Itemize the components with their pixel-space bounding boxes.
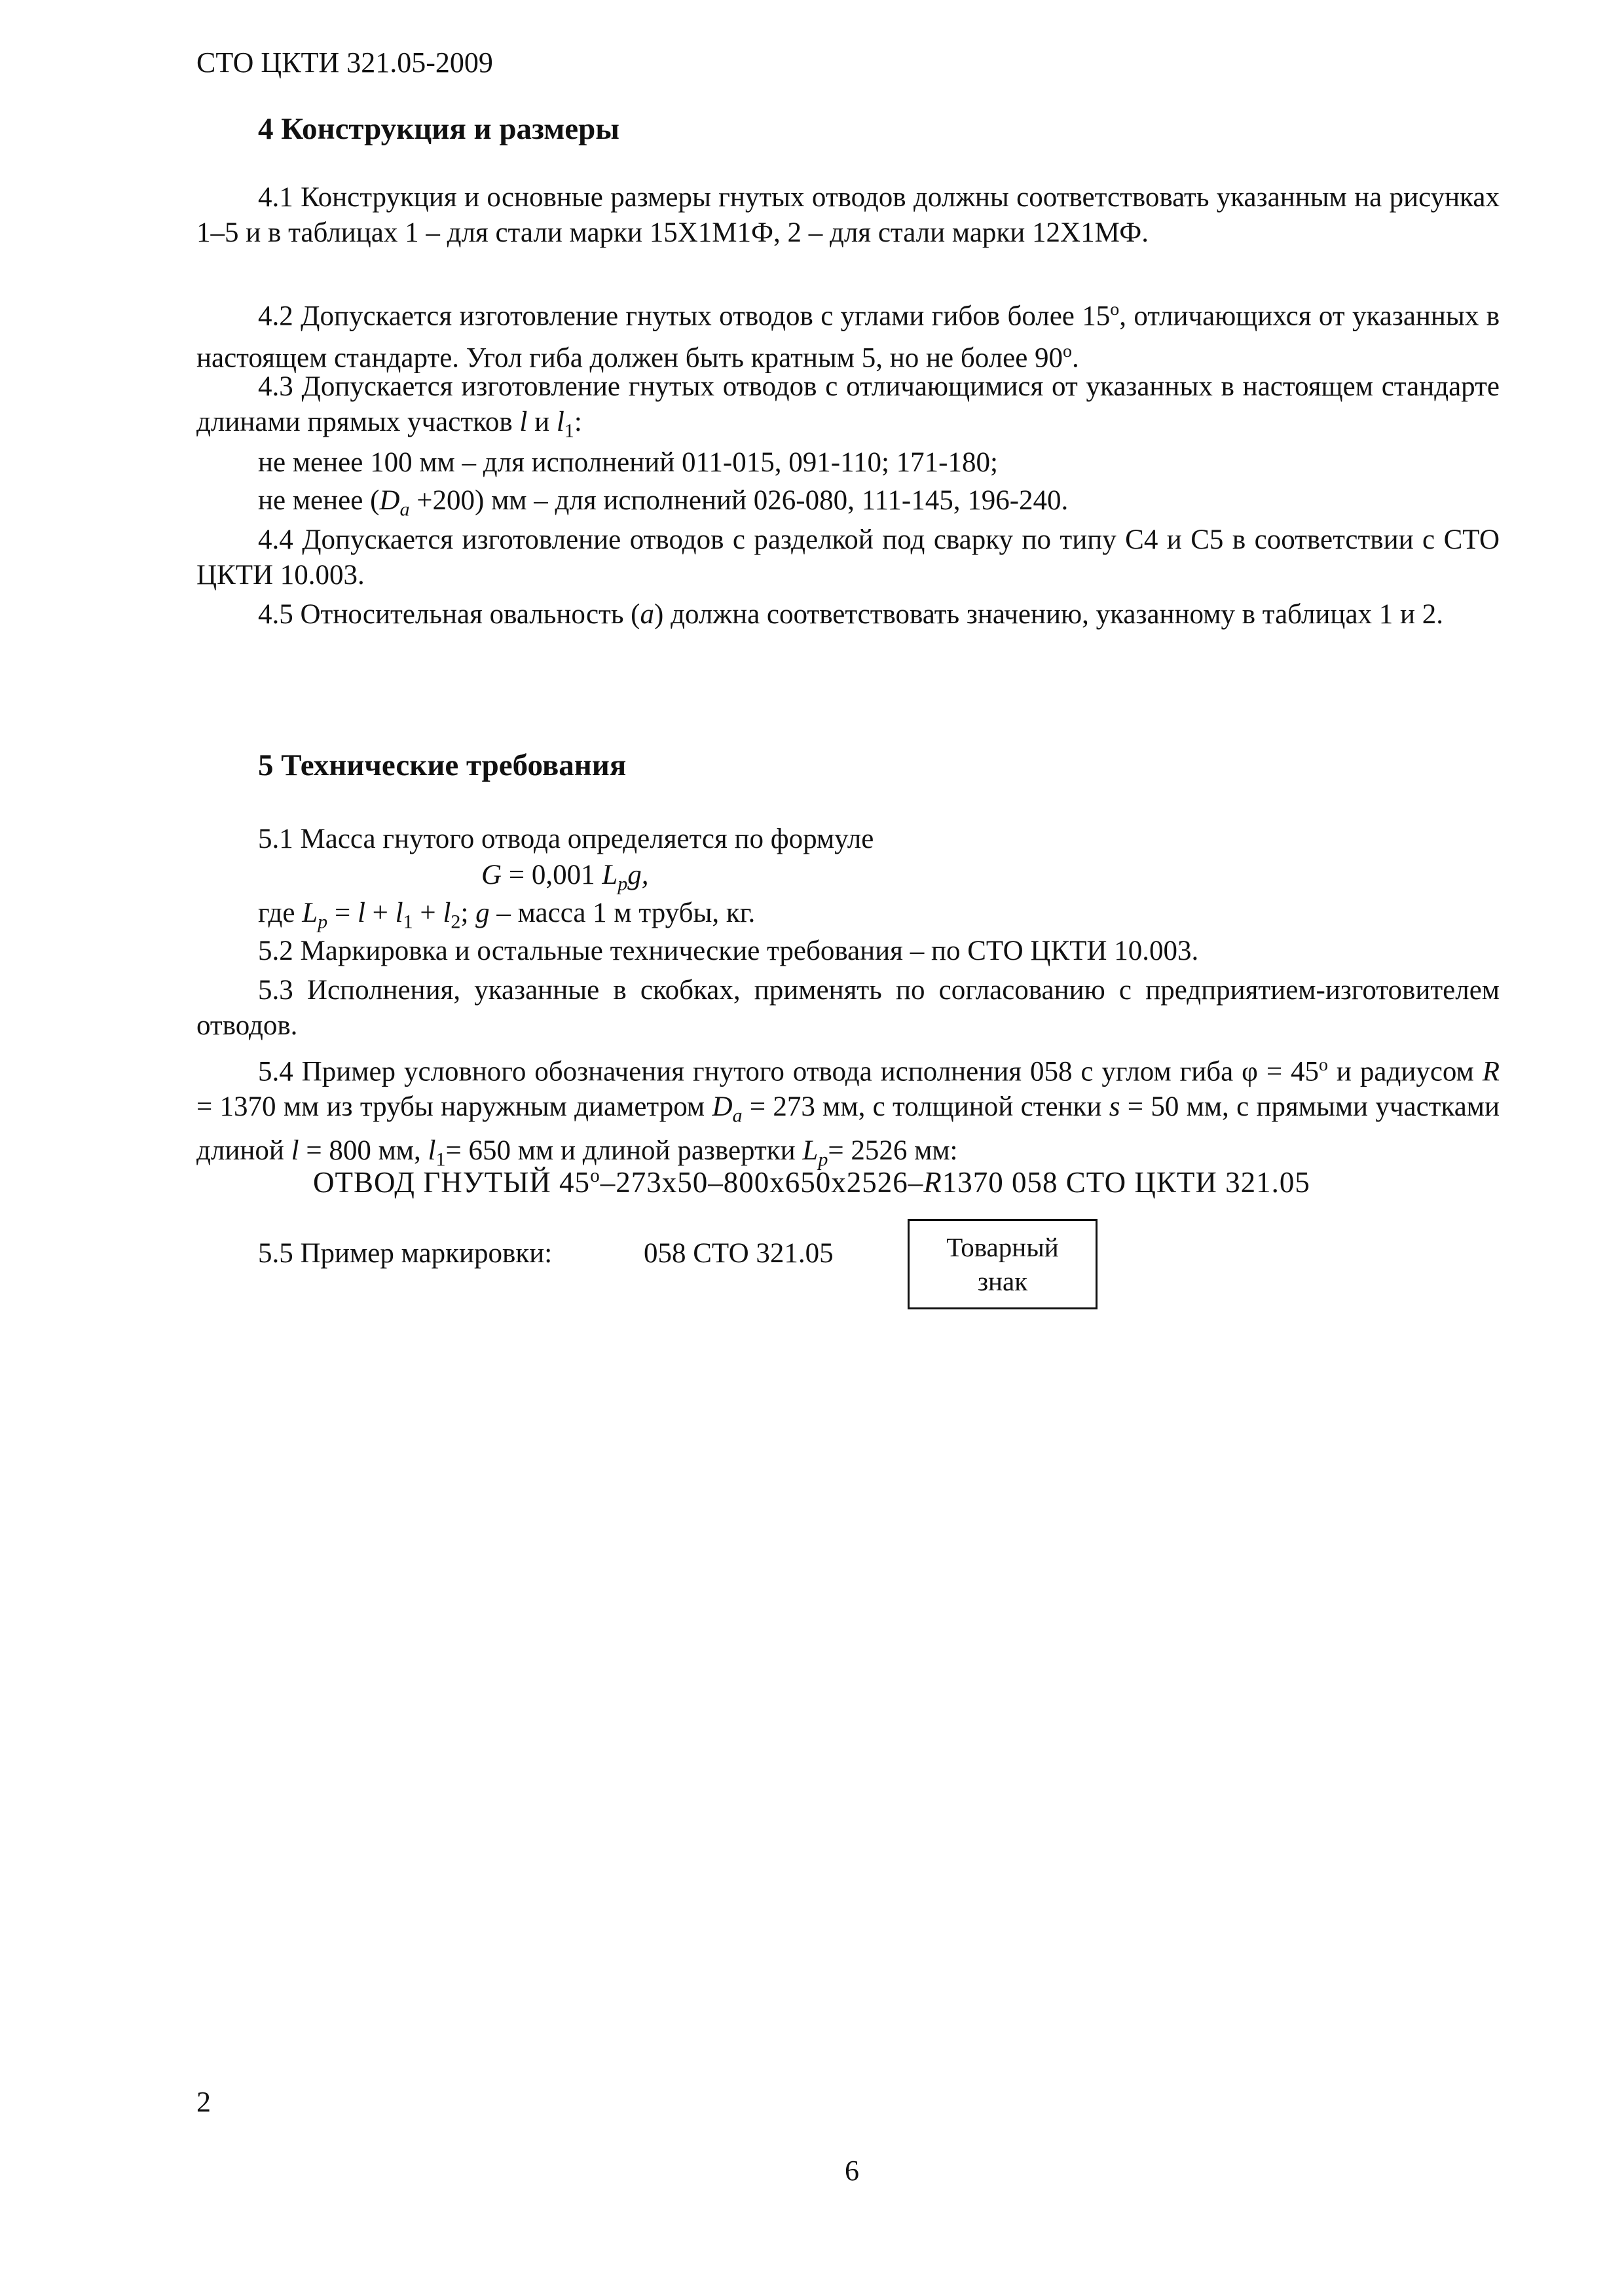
section-5-heading: 5 Технические требования (258, 748, 627, 782)
paragraph-4-2: 4.2 Допускается изготовление гнутых отводов с углами гибов более 15$^o$, отличающихся от указанных в настоящем стандарте. Угол гиба должен быть кратным 5, но не более 90$^o$. (196, 299, 1500, 374)
paragraph-5-3: 5.3 Исполнения, указанные в скобках, применять по согласованию с предприятием-изготовителем отводов. (196, 975, 1500, 1041)
corner-number: 2 (196, 2086, 211, 2118)
item-4-3-b: не менее $(D_a +200)$ мм – для исполнений 026-080, 111-145, 196-240. (258, 485, 1069, 520)
trademark-box (908, 1219, 1098, 1309)
marking-example-code: 058 СТО 321.05 (644, 1238, 834, 1269)
item-4-3-a: не менее 100 мм – для исполнений 011-015, 091-110; 171-180; (258, 447, 998, 478)
paragraph-4-4: 4.4 Допускается изготовление отводов с разделкой под сварку по типу С4 и С5 в соответствии с СТО ЦКТИ 10.003. (196, 524, 1500, 591)
paragraph-5-2: 5.2 Маркировка и остальные технические требования – по СТО ЦКТИ 10.003. (258, 936, 1199, 966)
paragraph-5-1: 5.1 Масса гнутого отвода определяется по формуле (258, 824, 874, 854)
marking-example-label: 5.5 Пример маркировки: (258, 1238, 553, 1269)
paragraph-4-1: 4.1 Конструкция и основные размеры гнутых отводов должны соответствовать указанным на рисунках 1–5 и в таблицах 1 – для стали марки 15Х1М1Ф, 2 – для стали марки 12Х1МФ. (196, 182, 1500, 248)
mass-formula: G = 0,001 $L_pg$, (481, 860, 649, 895)
paragraph-5-4: 5.4 Пример условного обозначения гнутого отвода исполнения 058 с углом гиба $\varphi = 45^o$ и радиусом R = 1370 мм из трубы наружным диаметром $D_a = 273$ мм, с толщиной стенки s = 50 мм, с прямыми участками длиной l = 800 мм, $l_1= 650$ мм и длиной развертки $L_p= 2526$ мм: (196, 1055, 1500, 1171)
paragraph-4-3: 4.3 Допускается изготовление гнутых отводов с отличающимися от указанных в настоящем стандарте длинами прямых участков l и $l_1$: (196, 371, 1500, 442)
section-4-heading: 4 Конструкция и размеры (258, 112, 619, 146)
formula-where: где $L_p = l + l_1 + l_2$; g – масса 1 м трубы, кг. (258, 898, 756, 933)
document-header: СТО ЦКТИ 321.05-2009 (196, 46, 493, 79)
designation-example: ОТВОД ГНУТЫЙ 45$^o$–273х50–800х650х2526–R1370 058 СТО ЦКТИ 321.05 (313, 1165, 1310, 1199)
page-number: 6 (845, 2155, 859, 2187)
trademark-label: Товарный знак (946, 1232, 1059, 1296)
paragraph-4-5: 4.5 Относительная овальность (а) должна соответствовать значению, указанному в таблицах 1 и 2. (258, 599, 1444, 630)
